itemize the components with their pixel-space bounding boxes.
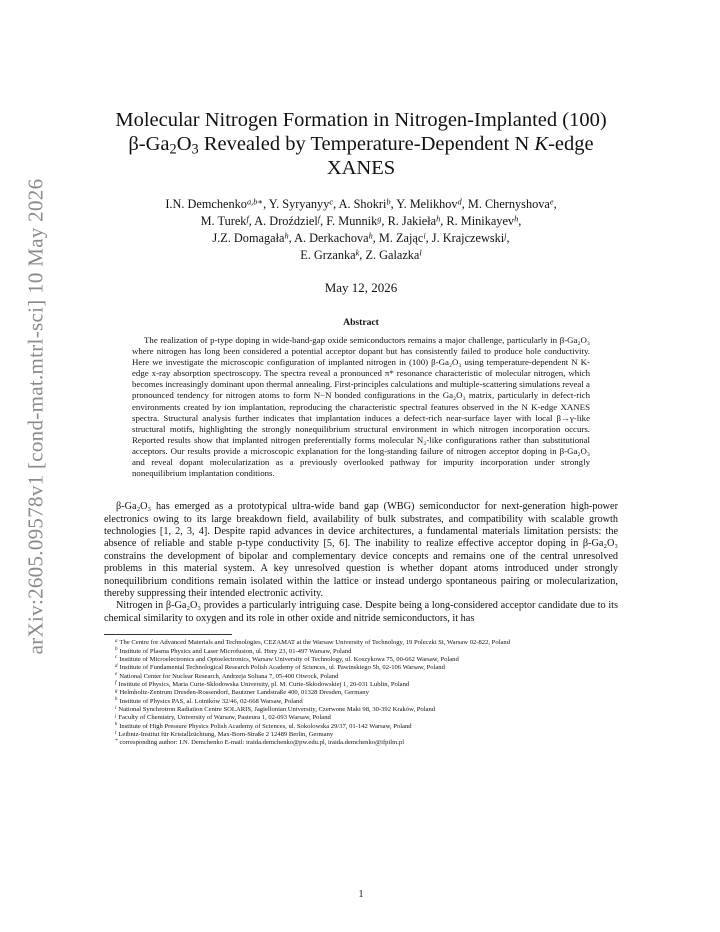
footnote-text: National Synchrotron Radiation Centre SOLARIS, Jagiellonian University, Czerwone Maki 98, 30-392 Kraków, Poland <box>118 706 436 714</box>
footnote-text: National Center for Nuclear Research, Andrzeja Soltana 7, 05-400 Otwock, Poland <box>119 672 339 680</box>
author-name: Z. Galazka <box>365 248 420 262</box>
author-affiliation-mark: c <box>329 197 334 207</box>
footnote <box>104 739 618 747</box>
footnote-text: Leibniz-Institut für Kristallzüchtung, Max-Born-Straße 2 12489 Berlin, Germany <box>118 731 334 739</box>
author-name: M. Chernyshova <box>467 197 550 211</box>
footnote-mark: a <box>115 638 118 644</box>
paper-page <box>104 0 618 900</box>
author-name: E. Grzanka <box>300 248 356 262</box>
title-line-3: XANES <box>326 157 396 179</box>
footnote-text: Institute of High Pressure Physics Polish Academy of Sciences, ul. Sokolowska 29/37, 01-142 Warsaw, Poland <box>119 722 412 730</box>
footnote <box>104 673 618 681</box>
footnote <box>104 664 618 672</box>
footnote-mark: h <box>115 697 118 703</box>
page-number: 1 <box>358 889 364 900</box>
author-affiliation-mark: g <box>377 214 382 224</box>
author-name: I.N. Demchenko <box>165 197 247 211</box>
author-name: R. Minikayev <box>446 214 515 228</box>
author-name: J.Z. Domagała <box>212 231 285 245</box>
body-paragraph: β-Ga₂O₃ has emerged as a prototypical ultra-wide band gap (WBG) semiconductor for next-generation high-power electronics owing to its large breakdown field, availability of bulk substrates, and compatibility with scalable growth technologies [1, 2, 3, 4]. Despite rapid advances in device architectures, a fundamental materials limitation persists: the absence of reliable and stable p-type conductivity [5, 6]. The inability to realize effective acceptor doping in β-Ga₂O₃ constrains the development of bipolar and complementary device concepts and remains one of the central unresolved problems in this material system. A key unresolved question is whether dopant atoms introduced under strongly nonequilibrium conditions remain isolated within the lattice or instead undergo spontaneous pairing or molecularization, thereby suppressing their intended electronic activity. <box>104 501 618 600</box>
author-name: Y. Melikhov <box>396 197 458 211</box>
author-affiliation-mark: j <box>504 231 507 241</box>
author-affiliation-mark: f <box>317 214 321 224</box>
footnote-text: Institute of Plasma Physics and Laser Microfusion, ul. Hery 23, 01-497 Warsaw, Poland <box>119 647 352 655</box>
footnote <box>104 639 618 647</box>
footnote-text: Helmholtz-Zentrum Dresden-Rossendorf, Bautzner Landstraße 400, 01328 Dresden, Germany <box>119 689 369 697</box>
author-name: Y. Syryanyy <box>268 197 330 211</box>
footnote-mark: * <box>115 738 118 744</box>
footnote-mark: d <box>115 663 118 669</box>
footnotes <box>104 639 618 747</box>
author-affiliation-mark: h <box>514 214 519 224</box>
author-name: A. Shokri <box>338 197 387 211</box>
footnote <box>104 648 618 656</box>
footnote-mark: e <box>115 672 118 678</box>
author-affiliation-mark: h <box>284 231 289 241</box>
author-line: M. Turek$^f$, A. Droździel$^f$, F. Munnik$^g$, R. Jakieła$^h$, R. Minikayev$^h$, <box>200 214 522 228</box>
footnote-mark: k <box>115 722 118 728</box>
footnote-rule <box>104 634 232 635</box>
author-affiliation-mark: k <box>355 248 360 258</box>
footnote-text: Institute of Microelectronics and Optoelectronics, Warsaw University of Technology, ul. Koszykowa 75, 00-662 Warsaw, Poland <box>119 655 459 663</box>
author-affiliation-mark: a,b∗ <box>246 197 264 207</box>
footnote-text: Faculty of Chemistry, University of Warsaw, Pasteura 1, 02-093 Warsaw, Poland <box>118 714 331 722</box>
title-line-1: Molecular Nitrogen Formation in Nitrogen-Implanted (100) <box>115 109 607 131</box>
footnote-mark: j <box>115 713 117 719</box>
arxiv-identifier: arXiv:2605.09578v1 [cond-mat.mtrl-sci] 10 May 2026 <box>23 178 48 654</box>
footnote-text: corresponding author: I.N. Demchenko E-mail: iraida.demchenko@pw.edu.pl, iraida.demchenko@ifpilm.pl <box>119 739 405 747</box>
arxiv-sidebar <box>18 178 54 654</box>
author-affiliation-mark: e <box>549 197 554 207</box>
footnote-mark: b <box>115 647 118 653</box>
body-text <box>104 501 618 625</box>
author-affiliation-mark: d <box>457 197 462 207</box>
author-affiliation-mark: f <box>246 214 249 224</box>
footnote-text: Institute of Physics PAS, al. Lotników 32/46, 02-668 Warsaw, Poland <box>119 697 303 705</box>
paper-title <box>104 108 618 180</box>
footnote-text: The Centre for Advanced Materials and Technologies, CEZAMAT at the Warsaw University of Technology, 19 Poleczki St, Warsaw 02-822, Poland <box>119 639 511 647</box>
abstract-text: The realization of p-type doping in wide-band-gap oxide semiconductors remains a major challenge, particularly in β-Ga₂O₃ where nitrogen has long been considered a potential acceptor dopant but has consistently failed to produce hole conductivity. Here we investigate the microscopic configuration of implanted nitrogen in (100) β-Ga₂O₃ using temperature-dependent N K-edge x-ray absorption spectroscopy. The spectra reveal a pronounced π* resonance characteristic of molecular nitrogen, which becomes increasingly dominant upon thermal annealing. First-principles calculations and multiple-scattering simulations reveal a pronounced tendency for nitrogen atoms to form N−N bonded configurations in the Ga₂O₃ matrix, particularly in defect-rich environments created by ion implantation, reproducing the characteristic spectral features observed in the N K-edge XANES spectra. Structural analysis further indicates that implantation induces a defect-rich near-surface layer with local β→γ-like structural motifs, highlighting the strongly nonequilibrium structural environment in which nitrogen incorporation occurs. Reported results show that implanted nitrogen preferentially forms molecular N₂-like configurations rather than substitutional acceptors. Our results provide a microscopic explanation for the long-standing failure of nitrogen acceptor doping in β-Ga₂O₃ and reveal dopant molecularization as a previously overlooked pathway for impurity incorporation under strongly nonequilibrium implantation conditions. <box>132 335 590 479</box>
author-affiliation-mark: l <box>419 248 422 258</box>
body-paragraph: Nitrogen in β-Ga₂O₃ provides a particularly intriguing case. Despite being a long-considered acceptor candidate due to its chemical similarity to oxygen and its role in other oxide and nitride semiconductors, it has <box>104 600 618 624</box>
author-affiliation-mark: h <box>436 214 441 224</box>
author-line: J.Z. Domagała$^h$, A. Derkachova$^h$, M. Zając$^i$, J. Krajczewski$^j$, <box>212 231 510 245</box>
footnote-mark: g <box>115 688 118 694</box>
title-line-2: $\beta-Ga_2O_3$ Revealed by Temperature-Dependent N K-edge <box>128 133 594 158</box>
footnote <box>104 689 618 697</box>
author-name: M. Turek <box>200 214 247 228</box>
abstract-heading: Abstract <box>343 317 379 328</box>
author-line: I.N. Demchenko$^{a,b∗}$, Y. Syryanyy$^c$, A. Shokri$^b$, Y. Melikhov$^d$, M. Chernyshova$^e$, <box>165 197 557 211</box>
footnote-mark: i <box>115 705 117 711</box>
author-affiliation-mark: i <box>423 231 426 241</box>
footnote-mark: l <box>115 730 117 736</box>
author-name: A. Derkachova <box>294 231 369 245</box>
author-name: F. Munnik <box>326 214 378 228</box>
footnote-text: Institute of Fundamental Technological Research Polish Academy of Sciences, ul. Pawinskiego 5b, 02-106 Warsaw, Poland <box>119 664 445 672</box>
footnote-mark: f <box>115 680 117 686</box>
footnote-text: Institute of Physics, Maria Curie-Sklodowska University, pl. M. Curie-Skłodowskiej 1, 20-031 Lublin, Poland <box>118 681 410 688</box>
footnote <box>104 723 618 731</box>
author-name: M. Zając <box>378 231 424 245</box>
author-line: E. Grzanka$^k$, Z. Galazka$^l$ <box>300 248 422 262</box>
author-list <box>104 196 618 264</box>
footnote-mark: c <box>115 655 118 661</box>
footnote <box>104 714 618 722</box>
author-affiliation-mark: h <box>368 231 373 241</box>
footnote <box>104 698 618 706</box>
paper-date: May 12, 2026 <box>324 280 398 295</box>
author-name: J. Krajczewski <box>431 231 505 245</box>
author-name: R. Jakieła <box>387 214 437 228</box>
author-affiliation-mark: b <box>386 197 391 207</box>
author-name: A. Droździel <box>254 214 318 228</box>
